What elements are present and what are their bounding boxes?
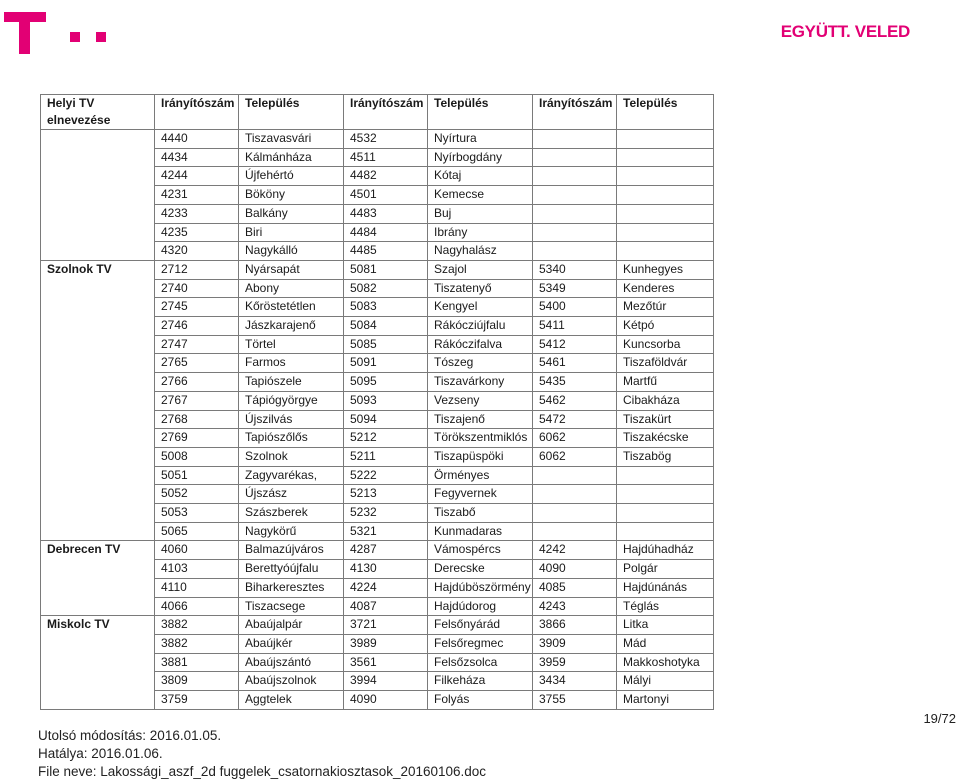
header-town-2: Település [428, 95, 533, 130]
zip-cell: 2765 [155, 354, 239, 373]
town-cell [617, 204, 714, 223]
town-cell: Tápiógyörgye [239, 391, 344, 410]
zip-cell: 5053 [155, 504, 239, 523]
logo-dot [70, 32, 80, 42]
zip-cell: 3909 [533, 634, 617, 653]
town-cell: Tapiószőlős [239, 429, 344, 448]
table-header-row [41, 95, 714, 130]
town-cell: Kálmánháza [239, 148, 344, 167]
footer-filename: File neve: Lakossági_aszf_2d fuggelek_csatornakiosztasok_20160106.doc [38, 764, 487, 779]
town-cell [617, 504, 714, 523]
zip-cell [533, 130, 617, 149]
header-region: Helyi TV elnevezése [41, 95, 155, 130]
zip-cell: 4485 [344, 242, 428, 261]
town-cell: Nagyhalász [428, 242, 533, 261]
town-cell: Tószeg [428, 354, 533, 373]
town-cell: Mád [617, 634, 714, 653]
town-cell: Nagykálló [239, 242, 344, 261]
zip-cell [533, 148, 617, 167]
town-cell: Mezőtúr [617, 298, 714, 317]
town-cell: Tiszabög [617, 447, 714, 466]
footer-effective: Hatálya: 2016.01.06. [38, 746, 163, 761]
zip-cell: 5211 [344, 447, 428, 466]
zip-cell: 3989 [344, 634, 428, 653]
town-cell: Rákócziújfalu [428, 317, 533, 336]
zip-cell: 3959 [533, 653, 617, 672]
town-cell: Biharkeresztes [239, 578, 344, 597]
zip-cell: 4287 [344, 541, 428, 560]
town-cell: Tiszacsege [239, 597, 344, 616]
town-cell: Nyársapát [239, 260, 344, 279]
zip-cell: 2740 [155, 279, 239, 298]
zip-cell: 4130 [344, 560, 428, 579]
town-cell: Abaújalpár [239, 616, 344, 635]
town-cell: Szajol [428, 260, 533, 279]
zip-cell: 5095 [344, 373, 428, 392]
zip-cell: 3882 [155, 616, 239, 635]
town-cell: Vezseny [428, 391, 533, 410]
table-row [41, 130, 714, 149]
zip-cell: 4501 [344, 186, 428, 205]
town-cell: Újszilvás [239, 410, 344, 429]
town-cell: Tiszabő [428, 504, 533, 523]
zip-cell: 2747 [155, 335, 239, 354]
header-town-1: Település [239, 95, 344, 130]
town-cell: Tiszakécske [617, 429, 714, 448]
town-cell: Tiszatenyő [428, 279, 533, 298]
zip-cell: 4066 [155, 597, 239, 616]
zip-cell: 2767 [155, 391, 239, 410]
town-cell [617, 522, 714, 541]
zip-cell: 3809 [155, 672, 239, 691]
zip-cell: 6062 [533, 447, 617, 466]
zip-cell: 5091 [344, 354, 428, 373]
town-cell [617, 130, 714, 149]
header-zip-2: Irányítószám [344, 95, 428, 130]
zip-cell: 4434 [155, 148, 239, 167]
zip-cell: 4532 [344, 130, 428, 149]
zip-cell: 4224 [344, 578, 428, 597]
town-cell: Kuncsorba [617, 335, 714, 354]
town-cell: Törtel [239, 335, 344, 354]
zip-cell: 3866 [533, 616, 617, 635]
zip-cell: 5093 [344, 391, 428, 410]
zip-cell: 5008 [155, 447, 239, 466]
zip-cell: 5349 [533, 279, 617, 298]
town-cell: Felsőzsolca [428, 653, 533, 672]
zip-cell [533, 466, 617, 485]
zip-cell: 5472 [533, 410, 617, 429]
town-cell: Szolnok [239, 447, 344, 466]
town-cell: Tiszapüspöki [428, 447, 533, 466]
table-row [41, 616, 714, 635]
region-cell: Miskolc TV [41, 616, 155, 710]
zip-cell: 5435 [533, 373, 617, 392]
zip-cell [533, 504, 617, 523]
town-cell [617, 223, 714, 242]
town-cell: Fegyvernek [428, 485, 533, 504]
header-zip-3: Irányítószám [533, 95, 617, 130]
zip-cell: 4090 [344, 691, 428, 710]
header-zip-1: Irányítószám [155, 95, 239, 130]
zip-cell: 5094 [344, 410, 428, 429]
town-cell: Martfű [617, 373, 714, 392]
town-cell: Abony [239, 279, 344, 298]
zip-cell: 2766 [155, 373, 239, 392]
telekom-logo [4, 6, 104, 54]
zip-cell: 3759 [155, 691, 239, 710]
zip-cell: 5412 [533, 335, 617, 354]
zip-cell: 5400 [533, 298, 617, 317]
logo-dot [96, 32, 106, 42]
town-cell: Tapiószele [239, 373, 344, 392]
town-cell: Tiszaföldvár [617, 354, 714, 373]
town-cell: Tiszavasvári [239, 130, 344, 149]
town-cell: Újfehértó [239, 167, 344, 186]
town-cell: Berettyóújfalu [239, 560, 344, 579]
zip-cell: 4090 [533, 560, 617, 579]
zip-cell: 5084 [344, 317, 428, 336]
zip-cell: 5222 [344, 466, 428, 485]
zip-cell: 5083 [344, 298, 428, 317]
town-cell: Abaújszolnok [239, 672, 344, 691]
zip-cell: 4110 [155, 578, 239, 597]
town-cell: Jászkarajenő [239, 317, 344, 336]
town-cell: Polgár [617, 560, 714, 579]
channel-area-table [40, 94, 714, 710]
zip-cell: 3994 [344, 672, 428, 691]
page-number: 19/72 [923, 711, 956, 726]
town-cell: Zagyvarékas, [239, 466, 344, 485]
town-cell: Szászberek [239, 504, 344, 523]
zip-cell: 4244 [155, 167, 239, 186]
zip-cell: 5411 [533, 317, 617, 336]
town-cell: Mályi [617, 672, 714, 691]
town-cell: Hajdúdorog [428, 597, 533, 616]
zip-cell: 2769 [155, 429, 239, 448]
zip-cell: 5232 [344, 504, 428, 523]
town-cell: Rákóczifalva [428, 335, 533, 354]
town-cell: Kétpó [617, 317, 714, 336]
town-cell: Kengyel [428, 298, 533, 317]
zip-cell [533, 223, 617, 242]
town-cell: Martonyi [617, 691, 714, 710]
town-cell: Filkeháza [428, 672, 533, 691]
region-cell [41, 130, 155, 261]
zip-cell: 2746 [155, 317, 239, 336]
zip-cell: 5082 [344, 279, 428, 298]
town-cell: Hajdúböszörmény [428, 578, 533, 597]
zip-cell: 5081 [344, 260, 428, 279]
town-cell: Balmazújváros [239, 541, 344, 560]
zip-cell: 4233 [155, 204, 239, 223]
town-cell [617, 167, 714, 186]
logo-t-stem [19, 12, 30, 54]
town-cell: Derecske [428, 560, 533, 579]
town-cell: Litka [617, 616, 714, 635]
town-cell: Balkány [239, 204, 344, 223]
zip-cell [533, 242, 617, 261]
zip-cell: 5321 [344, 522, 428, 541]
town-cell: Hajdúhadház [617, 541, 714, 560]
zip-cell: 4483 [344, 204, 428, 223]
slogan: EGYÜTT. VELED [780, 22, 910, 41]
zip-cell [533, 485, 617, 504]
zip-cell [533, 204, 617, 223]
zip-cell: 5212 [344, 429, 428, 448]
zip-cell: 4511 [344, 148, 428, 167]
zip-cell [533, 186, 617, 205]
zip-cell: 5340 [533, 260, 617, 279]
town-cell: Hajdúnánás [617, 578, 714, 597]
zip-cell [533, 522, 617, 541]
town-cell: Újszász [239, 485, 344, 504]
zip-cell: 3881 [155, 653, 239, 672]
zip-cell: 4231 [155, 186, 239, 205]
region-cell: Debrecen TV [41, 541, 155, 616]
town-cell [617, 242, 714, 261]
town-cell: Cibakháza [617, 391, 714, 410]
zip-cell: 2712 [155, 260, 239, 279]
town-cell: Nyírtura [428, 130, 533, 149]
town-cell: Örményes [428, 466, 533, 485]
town-cell: Abaújkér [239, 634, 344, 653]
zip-cell: 3434 [533, 672, 617, 691]
table-row [41, 260, 714, 279]
zip-cell: 6062 [533, 429, 617, 448]
zip-cell: 5085 [344, 335, 428, 354]
town-cell: Kemecse [428, 186, 533, 205]
town-cell: Kunhegyes [617, 260, 714, 279]
footer-modified: Utolsó módosítás: 2016.01.05. [38, 728, 222, 743]
town-cell: Biri [239, 223, 344, 242]
zip-cell: 2745 [155, 298, 239, 317]
town-cell: Kótaj [428, 167, 533, 186]
town-cell: Nagykörű [239, 522, 344, 541]
town-cell: Aggtelek [239, 691, 344, 710]
zip-cell [533, 167, 617, 186]
town-cell: Buj [428, 204, 533, 223]
town-cell: Makkoshotyka [617, 653, 714, 672]
town-cell: Ibrány [428, 223, 533, 242]
zip-cell: 4243 [533, 597, 617, 616]
zip-cell: 3882 [155, 634, 239, 653]
town-cell: Bököny [239, 186, 344, 205]
zip-cell: 4320 [155, 242, 239, 261]
zip-cell: 3561 [344, 653, 428, 672]
zip-cell: 4484 [344, 223, 428, 242]
town-cell: Kőröstetétlen [239, 298, 344, 317]
town-cell: Tiszakürt [617, 410, 714, 429]
zip-cell: 4087 [344, 597, 428, 616]
zip-cell: 3755 [533, 691, 617, 710]
town-cell [617, 485, 714, 504]
table-row [41, 541, 714, 560]
zip-cell: 5065 [155, 522, 239, 541]
zip-cell: 4060 [155, 541, 239, 560]
town-cell [617, 186, 714, 205]
town-cell: Vámospércs [428, 541, 533, 560]
zip-cell: 3721 [344, 616, 428, 635]
region-cell: Szolnok TV [41, 260, 155, 541]
town-cell: Tiszajenő [428, 410, 533, 429]
zip-cell: 5462 [533, 391, 617, 410]
town-cell: Abaújszántó [239, 653, 344, 672]
town-cell [617, 466, 714, 485]
zip-cell: 5461 [533, 354, 617, 373]
zip-cell: 5052 [155, 485, 239, 504]
zip-cell: 4085 [533, 578, 617, 597]
zip-cell: 5051 [155, 466, 239, 485]
town-cell: Felsőregmec [428, 634, 533, 653]
zip-cell: 4482 [344, 167, 428, 186]
town-cell: Törökszentmiklós [428, 429, 533, 448]
town-cell: Nyírbogdány [428, 148, 533, 167]
town-cell: Tiszavárkony [428, 373, 533, 392]
town-cell: Folyás [428, 691, 533, 710]
town-cell: Felsőnyárád [428, 616, 533, 635]
town-cell [617, 148, 714, 167]
zip-cell: 2768 [155, 410, 239, 429]
town-cell: Kenderes [617, 279, 714, 298]
town-cell: Téglás [617, 597, 714, 616]
zip-cell: 4103 [155, 560, 239, 579]
zip-cell: 5213 [344, 485, 428, 504]
zip-cell: 4440 [155, 130, 239, 149]
town-cell: Farmos [239, 354, 344, 373]
town-cell: Kunmadaras [428, 522, 533, 541]
zip-cell: 4235 [155, 223, 239, 242]
zip-cell: 4242 [533, 541, 617, 560]
header-town-3: Település [617, 95, 714, 130]
